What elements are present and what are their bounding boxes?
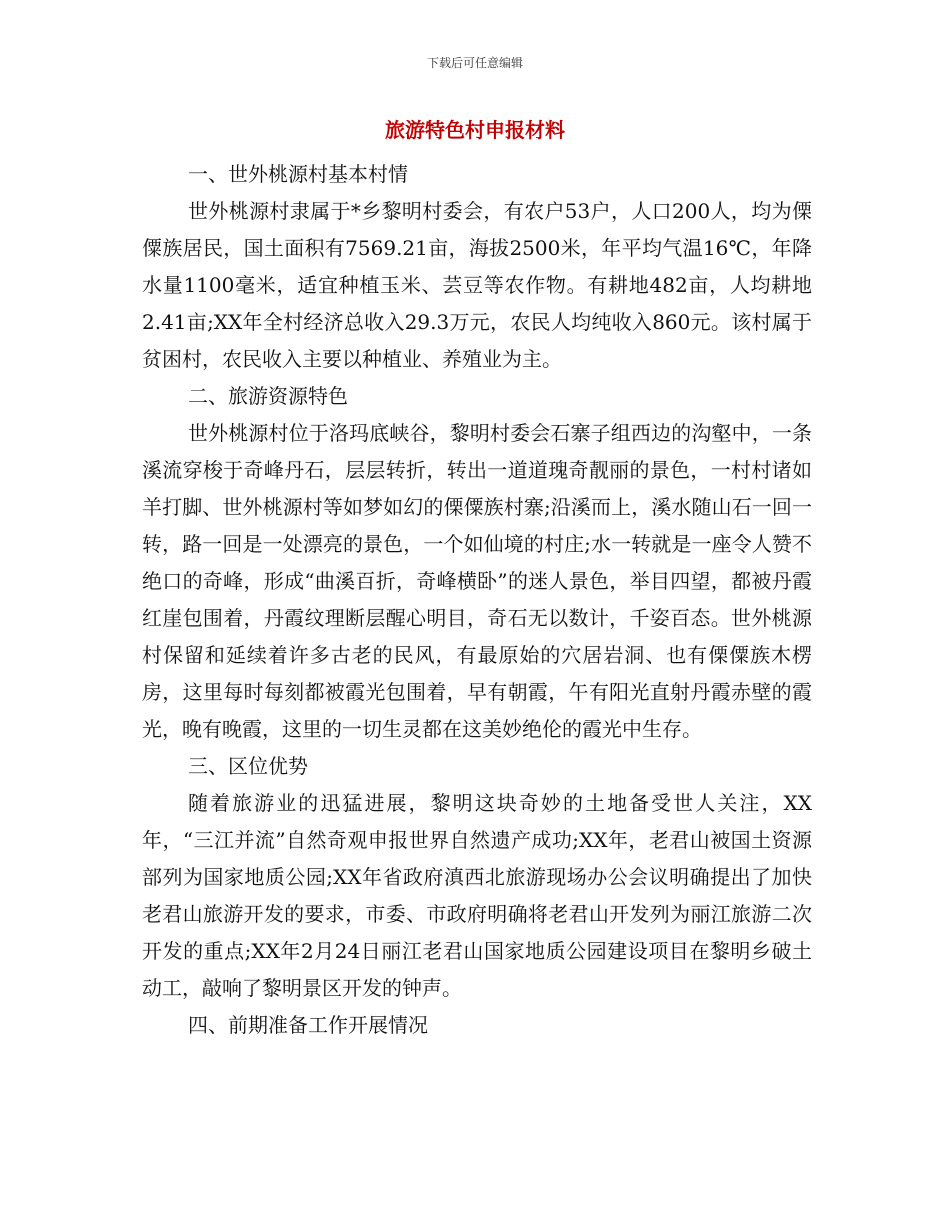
section-paragraph-2: 世外桃源村位于洛玛底峡谷，黎明村委会石寨子组西边的沟壑中，一条溪流穿梭于奇峰丹石，层层转折，转出一道道瑰奇靓丽的景色，一村村诸如羊打脚、世外桃源村等如梦如幻的傈僳族村寨;沿溪而上，溪水随山石一回一转，路一回是一处漂亮的景色，一个如仙境的村庄;水一转就是一座令人赞不绝口的奇峰，形成“曲溪百折，奇峰横卧”的迷人景色，举目四望，都被丹霞红崖包围着，丹霞纹理断层醒心明目，奇石无以数计，千姿百态。世外桃源村保留和延续着许多古老的民风，有最原始的穴居岩洞、也有傈僳族木楞房，这里每时每刻都被霞光包围着，早有朝霞，午有阳光直射丹霞赤壁的霞光，晚有晚霞，这里的一切生灵都在这美妙绝伦的霞光中生存。 [142,421,812,741]
section-heading-4: 四、前期准备工作开展情况 [188,1013,428,1037]
section-heading-3: 三、区位优势 [188,754,308,778]
document-body [142,156,812,1044]
section-paragraph-1: 世外桃源村隶属于*乡黎明村委会，有农户53户，人口200人，均为傈僳族居民，国土面积有7569.21亩，海拔2500米，年平均气温16℃，年降水量1100毫米，适宜种植玉米、芸豆等农作物。有耕地482亩，人均耕地2.41亩;XX年全村经济总收入29.3万元，农民人均纯收入860元。该村属于贫困村，农民收入主要以种植业、养殖业为主。 [142,199,812,371]
section-heading-2: 二、旅游资源特色 [188,384,348,408]
header-note: 下载后可任意编辑 [426,56,523,70]
section-paragraph-3: 随着旅游业的迅猛进展，黎明这块奇妙的土地备受世人关注，XX年，“三江并流”自然奇观申报世界自然遗产成功;XX年，老君山被国土资源部列为国家地质公园;XX年省政府滇西北旅游现场办公会议明确提出了加快老君山旅游开发的要求，市委、市政府明确将老君山开发列为丽江旅游二次开发的重点;XX年2月24日丽江老君山国家地质公园建设项目在黎明乡破土动工，敲响了黎明景区开发的钟声。 [142,791,812,1000]
document-title: 旅游特色村申报材料 [385,118,565,142]
section-heading-1: 一、世外桃源村基本村情 [188,162,408,186]
